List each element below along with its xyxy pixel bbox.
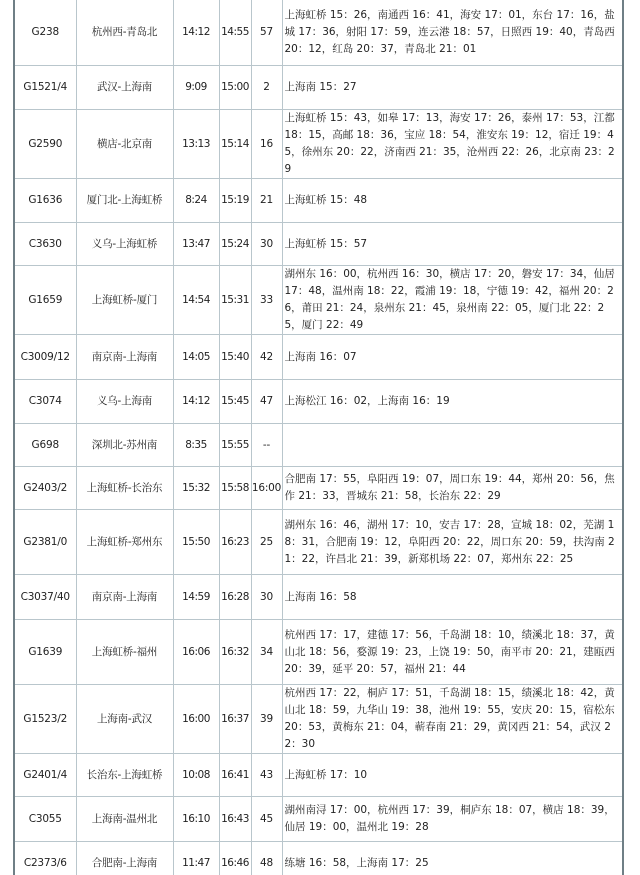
table-row: [14, 467, 623, 510]
train-route: 上海虹桥-长治东: [76, 467, 173, 510]
train-route: 厦门北-上海虹桥: [76, 179, 173, 223]
table-row: [14, 424, 623, 467]
train-route: 南京南-上海南: [76, 335, 173, 380]
table-row: [14, 66, 623, 110]
stop-duration: 2: [251, 66, 282, 110]
train-number: G1521/4: [14, 66, 76, 110]
train-number: C3037/40: [14, 575, 76, 620]
arrival-time: 15:55: [219, 424, 251, 467]
stop-duration: 57: [251, 0, 282, 66]
departure-time: 16:06: [173, 620, 219, 685]
table-row: [14, 575, 623, 620]
subsequent-stops: 上海南 16：58: [282, 575, 623, 620]
subsequent-stops: 上海虹桥 15：48: [282, 179, 623, 223]
train-route: 义乌-上海虹桥: [76, 223, 173, 266]
stop-duration: 30: [251, 223, 282, 266]
subsequent-stops: 湖州东 16：00，杭州西 16：30，横店 17：20，磐安 17：34，仙居 17：48，温州南 18：22，霞浦 19：18，宁德 19：42，福州 20：26，莆田 21：24，泉州东 21：45，泉州南 22：05，厦门北 22：25，厦门 22：49: [282, 266, 623, 335]
subsequent-stops: 上海虹桥 17：10: [282, 754, 623, 797]
departure-time: 16:00: [173, 685, 219, 754]
arrival-time: 15:14: [219, 110, 251, 179]
train-number: C3630: [14, 223, 76, 266]
train-route: 武汉-上海南: [76, 66, 173, 110]
stop-duration: 42: [251, 335, 282, 380]
train-number: G698: [14, 424, 76, 467]
stop-duration: 39: [251, 685, 282, 754]
subsequent-stops: 杭州西 17：17，建德 17：56，千岛湖 18：10，绩溪北 18：37，黄山北 18：56，婺源 19：23，上饶 19：50，南平市 20：21，建瓯西 20：39，延平 20：57，福州 21：44: [282, 620, 623, 685]
train-route: 合肥南-上海南: [76, 842, 173, 875]
departure-time: 15:50: [173, 510, 219, 575]
train-number: G1636: [14, 179, 76, 223]
table-row: [14, 223, 623, 266]
table-row: [14, 510, 623, 575]
train-route: 上海虹桥-福州: [76, 620, 173, 685]
arrival-time: 16:28: [219, 575, 251, 620]
stop-duration: 16: [251, 110, 282, 179]
arrival-time: 14:55: [219, 0, 251, 66]
departure-time: 14:05: [173, 335, 219, 380]
table-row: [14, 380, 623, 424]
subsequent-stops: 湖州东 16：46，湖州 17：10，安吉 17：28，宣城 18：02，芜湖 18：31，合肥南 19：12，阜阳西 20：22，周口东 20：59，扶沟南 21：22，许昌北 21：39，新郑机场 22：07，郑州东 22：25: [282, 510, 623, 575]
table-row: [14, 754, 623, 797]
train-number: G1639: [14, 620, 76, 685]
subsequent-stops: 练塘 16：58，上海南 17：25: [282, 842, 623, 875]
stop-duration: 43: [251, 754, 282, 797]
train-route: 上海南-武汉: [76, 685, 173, 754]
table-row: [14, 685, 623, 754]
arrival-time: 16:32: [219, 620, 251, 685]
arrival-time: 15:58: [219, 467, 251, 510]
departure-time: 8:24: [173, 179, 219, 223]
arrival-time: 15:19: [219, 179, 251, 223]
stop-duration: 21: [251, 179, 282, 223]
stop-duration: 48: [251, 842, 282, 875]
stop-duration: 30: [251, 575, 282, 620]
departure-time: 8:35: [173, 424, 219, 467]
departure-time: 15:32: [173, 467, 219, 510]
departure-time: 13:47: [173, 223, 219, 266]
subsequent-stops: 上海虹桥 15：26，南通西 16：41，海安 17：01，东台 17：16，盐城 17：36，射阳 17：59，连云港 18：57，日照西 19：40，青岛西 20：12，红岛 20：37，青岛北 21：01: [282, 0, 623, 66]
timetable-body: [14, 0, 623, 875]
arrival-time: 16:43: [219, 797, 251, 842]
train-route: 义乌-上海南: [76, 380, 173, 424]
arrival-time: 15:40: [219, 335, 251, 380]
arrival-time: 16:41: [219, 754, 251, 797]
departure-time: 16:10: [173, 797, 219, 842]
arrival-time: 15:45: [219, 380, 251, 424]
stop-duration: 47: [251, 380, 282, 424]
train-number: G1659: [14, 266, 76, 335]
stop-duration: 33: [251, 266, 282, 335]
train-number: C2373/6: [14, 842, 76, 875]
arrival-time: 16:37: [219, 685, 251, 754]
subsequent-stops: 上海虹桥 15：43，如皋 17：13，海安 17：26，泰州 17：53，江都 18：15，高邮 18：36，宝应 18：54，淮安东 19：12，宿迁 19：45，徐州东 20：22，济南西 21：35，沧州西 22：26，北京南 23：29: [282, 110, 623, 179]
departure-time: 14:54: [173, 266, 219, 335]
subsequent-stops: 合肥南 17：55，阜阳西 19：07，周口东 19：44，郑州 20：56，焦作 21：33，晋城东 21：58，长治东 22：29: [282, 467, 623, 510]
subsequent-stops: 上海南 15：27: [282, 66, 623, 110]
train-timetable: [13, 0, 624, 875]
table-row: [14, 620, 623, 685]
departure-time: 14:12: [173, 380, 219, 424]
departure-time: 14:12: [173, 0, 219, 66]
train-route: 长治东-上海虹桥: [76, 754, 173, 797]
train-route: 南京南-上海南: [76, 575, 173, 620]
table-row: [14, 842, 623, 875]
train-route: 横店-北京南: [76, 110, 173, 179]
train-number: G1523/2: [14, 685, 76, 754]
departure-time: 13:13: [173, 110, 219, 179]
train-number: G238: [14, 0, 76, 66]
stop-duration: --: [251, 424, 282, 467]
subsequent-stops: 上海南 16：07: [282, 335, 623, 380]
table-row: [14, 179, 623, 223]
subsequent-stops: 上海松江 16：02，上海南 16：19: [282, 380, 623, 424]
arrival-time: 16:23: [219, 510, 251, 575]
train-number: G2401/4: [14, 754, 76, 797]
table-row: [14, 335, 623, 380]
train-route: 深圳北-苏州南: [76, 424, 173, 467]
arrival-time: 16:46: [219, 842, 251, 875]
train-number: G2381/0: [14, 510, 76, 575]
departure-time: 14:59: [173, 575, 219, 620]
departure-time: 10:08: [173, 754, 219, 797]
arrival-time: 15:24: [219, 223, 251, 266]
train-number: C3055: [14, 797, 76, 842]
departure-time: 11:47: [173, 842, 219, 875]
subsequent-stops: 上海虹桥 15：57: [282, 223, 623, 266]
train-number: G2590: [14, 110, 76, 179]
subsequent-stops: 杭州西 17：22，桐庐 17：51，千岛湖 18：15，绩溪北 18：42，黄山北 18：59，九华山 19：38，池州 19：55，安庆 20：15，宿松东 20：53，黄梅东 21：04，蕲春南 21：29，黄冈西 21：54，武汉 22：30: [282, 685, 623, 754]
table-row: [14, 797, 623, 842]
subsequent-stops: 湖州南浔 17：00，杭州西 17：39，桐庐东 18：07，横店 18：39，仙居 19：00，温州北 19：28: [282, 797, 623, 842]
table-row: [14, 266, 623, 335]
train-number: C3009/12: [14, 335, 76, 380]
stop-duration: 25: [251, 510, 282, 575]
train-number: C3074: [14, 380, 76, 424]
arrival-time: 15:31: [219, 266, 251, 335]
train-route: 上海虹桥-郑州东: [76, 510, 173, 575]
table-row: [14, 110, 623, 179]
stop-duration: 45: [251, 797, 282, 842]
train-route: 上海南-温州北: [76, 797, 173, 842]
arrival-time: 15:00: [219, 66, 251, 110]
train-route: 上海虹桥-厦门: [76, 266, 173, 335]
table-row: [14, 0, 623, 66]
train-route: 杭州西-青岛北: [76, 0, 173, 66]
stop-duration: 34: [251, 620, 282, 685]
subsequent-stops: [282, 424, 623, 467]
departure-time: 9:09: [173, 66, 219, 110]
stop-duration: 16:00: [251, 467, 282, 510]
train-number: G2403/2: [14, 467, 76, 510]
